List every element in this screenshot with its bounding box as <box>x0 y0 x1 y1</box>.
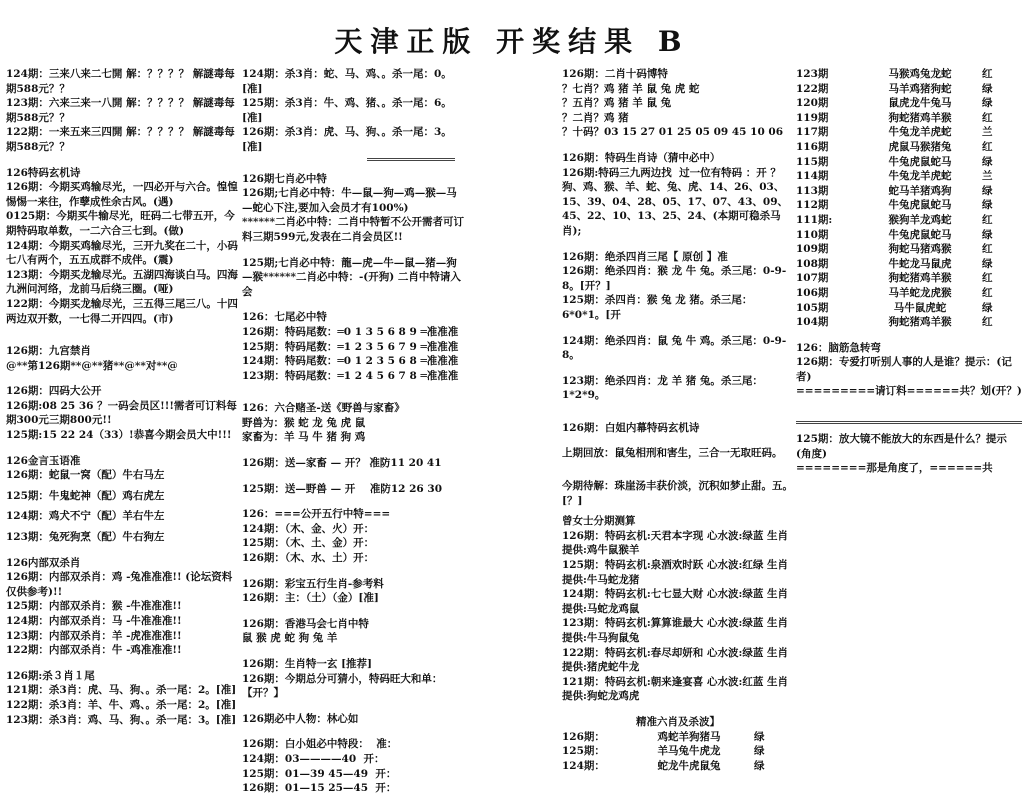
text-line: 125期：特码玄机:泉酒欢时跃 心水波:红绿 生肖提供:牛马蛇龙猪 <box>562 559 788 586</box>
text-line: 125期;七肖必中特：龍—虎—牛—鼠—猪—狗—猴******二肖必中特：-(开狗) 二肖中特请入会 <box>242 256 461 298</box>
text-line: 122期：特码玄机:春尽却妍和 心水波:绿蓝 生肖提供:猪虎蛇牛龙 <box>562 646 788 674</box>
table-row <box>562 744 794 759</box>
period: 123期 <box>796 68 829 80</box>
period: 115期 <box>796 155 829 168</box>
zodiac: 蛇龙牛虎鼠兔 <box>657 759 721 772</box>
zodiac: 牛兔龙羊虎蛇 <box>888 170 952 183</box>
wave-color: 红 <box>982 213 993 226</box>
table-row <box>562 759 794 774</box>
section-header: 126：六合赌圣-送《野兽与家畜》 <box>242 402 405 415</box>
poem-line: 123期：今期买龙输尽光。五湖四海谈白马。四海九洲问河络，龙前马后绕三圈。(哑) <box>6 268 238 296</box>
period: 109期 <box>796 243 829 256</box>
text-line: 126期：（木、水、土）开： <box>242 552 375 565</box>
text-line: 125期：送—野兽 — 开 准防12 26 30 <box>242 482 442 495</box>
period: 117期 <box>796 126 829 139</box>
wave-color: 绿 <box>982 97 993 110</box>
wave-color: 红 <box>982 140 993 153</box>
text-line: 126期：特码尾数：═0 1 3 5 6 8 9 ═准准准 <box>242 325 459 338</box>
table-row <box>796 96 1022 111</box>
period: 112期 <box>796 199 829 212</box>
text-line: 124期：鸡犬不宁（配）羊右牛左 <box>6 510 165 523</box>
text-line: =========请订料======共？划(开？) <box>796 385 1022 398</box>
zodiac: 牛兔龙羊虎蛇 <box>888 126 952 139</box>
text-line: 121期：特码玄机:朝来逢宴喜 心水波:红蓝 生肖提供:狗蛇龙鸡虎 <box>562 675 788 703</box>
text-line: 125期：内部双杀肖：猴 -牛准准准!! <box>6 600 182 613</box>
poem-line: 126期：今期买鸡输尽光，一四必开与六合。惶惶惕惕一来往，作孽成性余古风。(遇) <box>6 181 238 208</box>
text-line: 123期：内部双杀肖：羊 -虎准准准!! <box>6 629 182 642</box>
text-line: ？七肖？鸡 猪 羊 鼠 兔 虎 蛇 <box>562 82 700 95</box>
wave-color: 红 <box>982 243 993 256</box>
table-row <box>796 184 1022 199</box>
table-row <box>796 242 1022 257</box>
table-row <box>796 271 1022 286</box>
section-header: 126期七肖必中特 <box>242 172 327 185</box>
zodiac: 牛兔虎鼠蛇马 <box>888 155 952 168</box>
table-row <box>796 228 1022 243</box>
text-line: 125期:15 22 24（33）!恭喜今期会员大中!!! <box>6 429 232 442</box>
text-line: 126期：主：（土）（金）[准] <box>242 592 379 605</box>
period: 114期 <box>796 170 829 183</box>
table-row <box>796 111 1022 126</box>
zodiac: 狗蛇马猪鸡猴 <box>888 243 952 256</box>
text-line: 123期：绝杀四肖：龙 羊 猪 兔。杀三尾：1*2*9。 <box>562 374 763 402</box>
section-header: 精准六肖及杀波】 <box>636 715 720 728</box>
table-row <box>796 82 1022 97</box>
section-header: 126期：四码大公开 <box>6 385 102 398</box>
wave-color: 绿 <box>982 228 993 241</box>
text-line: 126期：蛇鼠一窝（配）牛右马左 <box>6 469 165 482</box>
table-row <box>796 198 1022 213</box>
wave-color: 绿 <box>982 301 993 314</box>
text-line: 126期：杀3肖：虎、马、狗、。杀一尾：3。[准] <box>242 126 452 153</box>
zodiac: 狗蛇猪鸡羊猴 <box>888 111 952 124</box>
zodiac: 马牛鼠虎蛇 <box>893 301 947 314</box>
text-line: 126期;七肖必中特：牛—鼠—狗—鸡—猴—马—蛇心下注,要加入会员才有100%) <box>242 187 457 214</box>
text-line: 124期：特码玄机:七七显大财 心水波:绿蓝 生肖提供:马蛇龙鸡鼠 <box>562 588 788 615</box>
text-line: 124期：绝杀四肖：鼠 兔 牛 鸡。杀三尾：0-9-8。 <box>562 334 787 362</box>
history-table <box>796 67 1022 330</box>
text-line: 123期：兔死狗烹（配）牛右狗左 <box>6 531 165 544</box>
text-line: 125期：牛鬼蛇神（配）鸡右虎左 <box>6 489 165 502</box>
period: 110期 <box>796 228 829 241</box>
table-row <box>796 301 1022 316</box>
period: 108期 <box>796 257 829 270</box>
poem-line: 124期：今期买鸡输尽光，三开九奖在二十，小码七八有两个，五五成群不成伴。(震) <box>6 239 238 267</box>
text-line: 123期：杀3肖：鸡、马、狗、。杀一尾：3。[准] <box>6 713 237 726</box>
wave-color: 绿 <box>982 155 993 168</box>
text-line: 125期：（木、土、金）开： <box>242 537 375 550</box>
section-header: 126期：特码生肖诗（猜中必中） <box>562 151 721 164</box>
text-line: 125期：杀四肖：猴 兔 龙 猪。杀三尾：6*0*1。[开 <box>562 294 753 321</box>
page-title: 天津正版 开奖结果 B <box>334 25 690 58</box>
text-line: 123期：特码玄机:算算谁最大 心水波:绿蓝 生肖提供:牛马狗鼠兔 <box>562 617 788 644</box>
text-line: 野兽为：猴 蛇 龙 兔 虎 鼠 <box>242 416 366 429</box>
table-row <box>796 125 1022 140</box>
section-header: 126：===公开五行中特=== <box>242 508 391 521</box>
zodiac: 马羊鸡猪狗蛇 <box>888 82 952 95</box>
wave-color: 红 <box>982 111 993 124</box>
section-header: 126期：白小姐必中特段： 准： <box>242 738 398 751</box>
text-line: ========那是角度了，======共 <box>796 462 993 475</box>
column-3 <box>562 67 794 773</box>
text-line: ******二肖必中特：二肖中特暂不公开需者可订料三期599元,发表在二肖会员区!! <box>242 216 464 243</box>
wave-color: 红 <box>982 286 993 299</box>
zodiac: 牛蛇龙马鼠虎 <box>888 257 952 270</box>
wave-color: 绿 <box>982 184 993 197</box>
section-header: 126金言玉语准 <box>6 454 81 467</box>
zodiac: 牛兔虎鼠蛇马 <box>888 228 952 241</box>
table-row <box>796 67 1022 82</box>
section-header: 126期：香港马会七肖中特 <box>242 617 369 630</box>
riddle-line: 124期：三来八来二七開 解：？？？？ 解謎毒每期588元？？ <box>6 68 235 95</box>
text-line: 126期：01—15 25—45 开： <box>242 782 397 795</box>
wave-color: 绿 <box>982 257 993 270</box>
period: 107期 <box>796 272 829 285</box>
text-line: 124期：03————40 开： <box>242 752 385 765</box>
text-line: 123期：特码尾数：═1 2 4 5 6 7 8 ═准准准 <box>242 369 459 382</box>
section-header: 126：脑筋急转弯 <box>796 341 881 354</box>
text-line: ？二肖？鸡 猪 <box>562 111 629 124</box>
zodiac: 猴狗羊龙鸡蛇 <box>888 213 952 226</box>
zodiac: 鸡蛇羊狗猪马 <box>657 730 721 743</box>
wave-color: 绿 <box>982 199 993 212</box>
text-line: 125期：特码尾数：═1 2 3 5 6 7 9 ═准准准 <box>242 340 459 353</box>
wave-color: 绿 <box>754 730 765 743</box>
section-header: 126内部双杀肖 <box>6 556 81 569</box>
zodiac: 马羊蛇龙虎猴 <box>888 286 952 299</box>
period: 119期 <box>796 111 829 124</box>
zodiac: 狗蛇猪鸡羊猴 <box>888 316 952 329</box>
zodiac: 牛兔虎鼠蛇马 <box>888 199 952 212</box>
text-line: 鼠 猴 虎 蛇 狗 兔 羊 <box>242 632 338 645</box>
table-row <box>796 155 1022 170</box>
text-line: ？五肖？鸡 猪 羊 鼠 兔 <box>562 97 672 110</box>
text-line: 125期：杀3肖：牛、鸡、猪、。杀一尾：6。[准] <box>242 97 452 124</box>
riddle-line: 123期：六来三来一八開 解：？？？？ 解謎毒每期588元？？ <box>6 97 235 124</box>
wave-color: 绿 <box>754 759 765 772</box>
text-line: 126期：内部双杀肖：鸡 -兔准准准!! (论坛资料仅供参考)!! <box>6 571 233 598</box>
wave-color: 红 <box>982 316 993 329</box>
text-line: 126期:特码三九两边找 过一位有特码 ：开 ？ <box>562 166 781 179</box>
period: 126期： <box>562 730 605 743</box>
riddle-line: 122期：一来五来三四開 解：？？？？ 解謎毒每期588元？？ <box>6 126 235 153</box>
period: 125期： <box>562 745 605 758</box>
text-line: 126期：专爱打听别人事的人是谁？提示：(记者) <box>796 356 1012 383</box>
period: 124期： <box>562 759 605 772</box>
poem-line: 0125期：今期买牛输尽光，旺码二七带五开，今期特码取单数，一二六合三七到。(做) <box>6 210 235 237</box>
text-line: 124期：特码尾数：═0 1 2 3 5 6 8 ═准准准 <box>242 355 459 368</box>
section-header: 126：七尾必中特 <box>242 311 327 324</box>
wave-color: 兰 <box>982 170 993 183</box>
text-line: 125期：放大镜不能放大的东西是什么？提示(角度) <box>796 433 1007 460</box>
column-2 <box>242 67 464 796</box>
section-header: 126期：彩宝五行生肖-参考料 <box>242 577 384 590</box>
text-line: 126期必中人物：林心如 <box>242 712 359 725</box>
section-header: 126特码玄机诗 <box>6 166 81 179</box>
column-1 <box>6 67 238 727</box>
text-line: 126期：绝杀四肖：猴 龙 牛 兔。杀三尾：0-9-8。[开？] <box>562 265 787 292</box>
table-row <box>796 140 1022 155</box>
section-header: 126期：绝杀四肖三尾【 原创 】准 <box>562 250 728 263</box>
text-line: 122期：内部双杀肖：牛 -鸡准准准!! <box>6 644 182 657</box>
table-row <box>796 315 1022 330</box>
text-line: 126期：送—家畜 — 开？ 准防11 20 41 <box>242 457 442 470</box>
text-line: 126期：今期总分可猜小，特码旺大和单：【开？】 <box>242 672 443 700</box>
zodiac: 马猴鸡兔龙蛇 <box>888 68 952 80</box>
section-header: 曾女士分期测算 <box>562 515 636 528</box>
text-line: 今期待解：珠崖汤丰获价淡，沉积如梦止甜。五。[？] <box>562 480 793 507</box>
zodiac: 蛇马羊猪鸡狗 <box>888 184 952 197</box>
section-header: 126期：九宫禁肖 <box>6 345 91 358</box>
wave-color: 兰 <box>982 126 993 139</box>
period: 116期 <box>796 140 829 153</box>
section-header: 126期：二肖十码博特 <box>562 68 668 80</box>
section-header: 126期：白姐内幕特码玄机诗 <box>562 421 700 434</box>
zodiac: 狗蛇猪鸡羊猴 <box>888 272 952 285</box>
text-line: 121期：杀3肖：虎、马、狗、。杀一尾：2。[准] <box>6 684 237 697</box>
text-line: 122期：杀3肖：羊、牛、鸡、。杀一尾：2。[准] <box>6 698 237 711</box>
wave-color: 红 <box>982 68 993 80</box>
section-header: 126期:杀３肖１尾 <box>6 669 95 682</box>
period: 111期: <box>796 213 833 226</box>
text-line: 124期：杀3肖：蛇、马、鸡、。杀一尾：0。[准] <box>242 68 452 95</box>
text-line: 狗、鸡、猴、羊、蛇、兔、虎、14、26、03、15、39、04、28、05、17、07、43、09、45、22、10、13、25、24、(本期可稳杀马肖); <box>562 181 789 237</box>
text-line: 家畜为：羊 马 牛 猪 狗 鸡 <box>242 431 366 444</box>
text-line: 124期：内部双杀肖：马 -牛准准准!! <box>6 615 182 627</box>
text-line: ？十码？03 15 27 01 25 05 09 45 10 06 <box>562 126 784 139</box>
wave-color: 红 <box>982 272 993 285</box>
period: 106期 <box>796 286 829 299</box>
text-line: 126期:08 25 36 ？一码会员区!!!需者可订料每期300元三期800元!! <box>6 399 237 427</box>
wave-color: 绿 <box>754 745 765 758</box>
period: 120期 <box>796 97 829 110</box>
table-row <box>796 213 1022 228</box>
zodiac: 虎鼠马猴猪兔 <box>888 140 952 153</box>
period: 113期 <box>796 184 829 197</box>
period: 105期 <box>796 301 829 314</box>
zodiac: 鼠虎龙牛兔马 <box>888 97 952 110</box>
zodiac: 羊马兔牛虎龙 <box>657 745 721 758</box>
column-4 <box>796 67 1022 476</box>
table-row <box>562 730 794 745</box>
wave-color: 绿 <box>982 82 993 95</box>
text-line: 125期：01—39 45—49 开： <box>242 767 397 780</box>
text-line: 上期回放：鼠兔相刑和害生，三合一无取旺码。 <box>562 447 783 460</box>
text-line: @**第126期**@**猪**@**对**@ <box>6 359 178 372</box>
divider <box>796 421 1022 424</box>
section-header: 126期：生肖特一玄 [推荐] <box>242 658 373 670</box>
poem-line: 122期：今期买龙输尽光，三五得三尾三八。十四两边双开数，一七得二开四四。(市) <box>6 297 238 325</box>
period: 122期 <box>796 82 829 95</box>
text-line: 126期：特码玄机:天君本字现 心水波:绿蓝 生肖提供:鸡牛鼠猴羊 <box>562 529 788 557</box>
period: 104期 <box>796 316 829 329</box>
text-line: 124期：（木、金、火）开： <box>242 522 375 535</box>
table-row <box>796 257 1022 272</box>
table-row <box>796 169 1022 184</box>
table-row <box>796 286 1022 301</box>
